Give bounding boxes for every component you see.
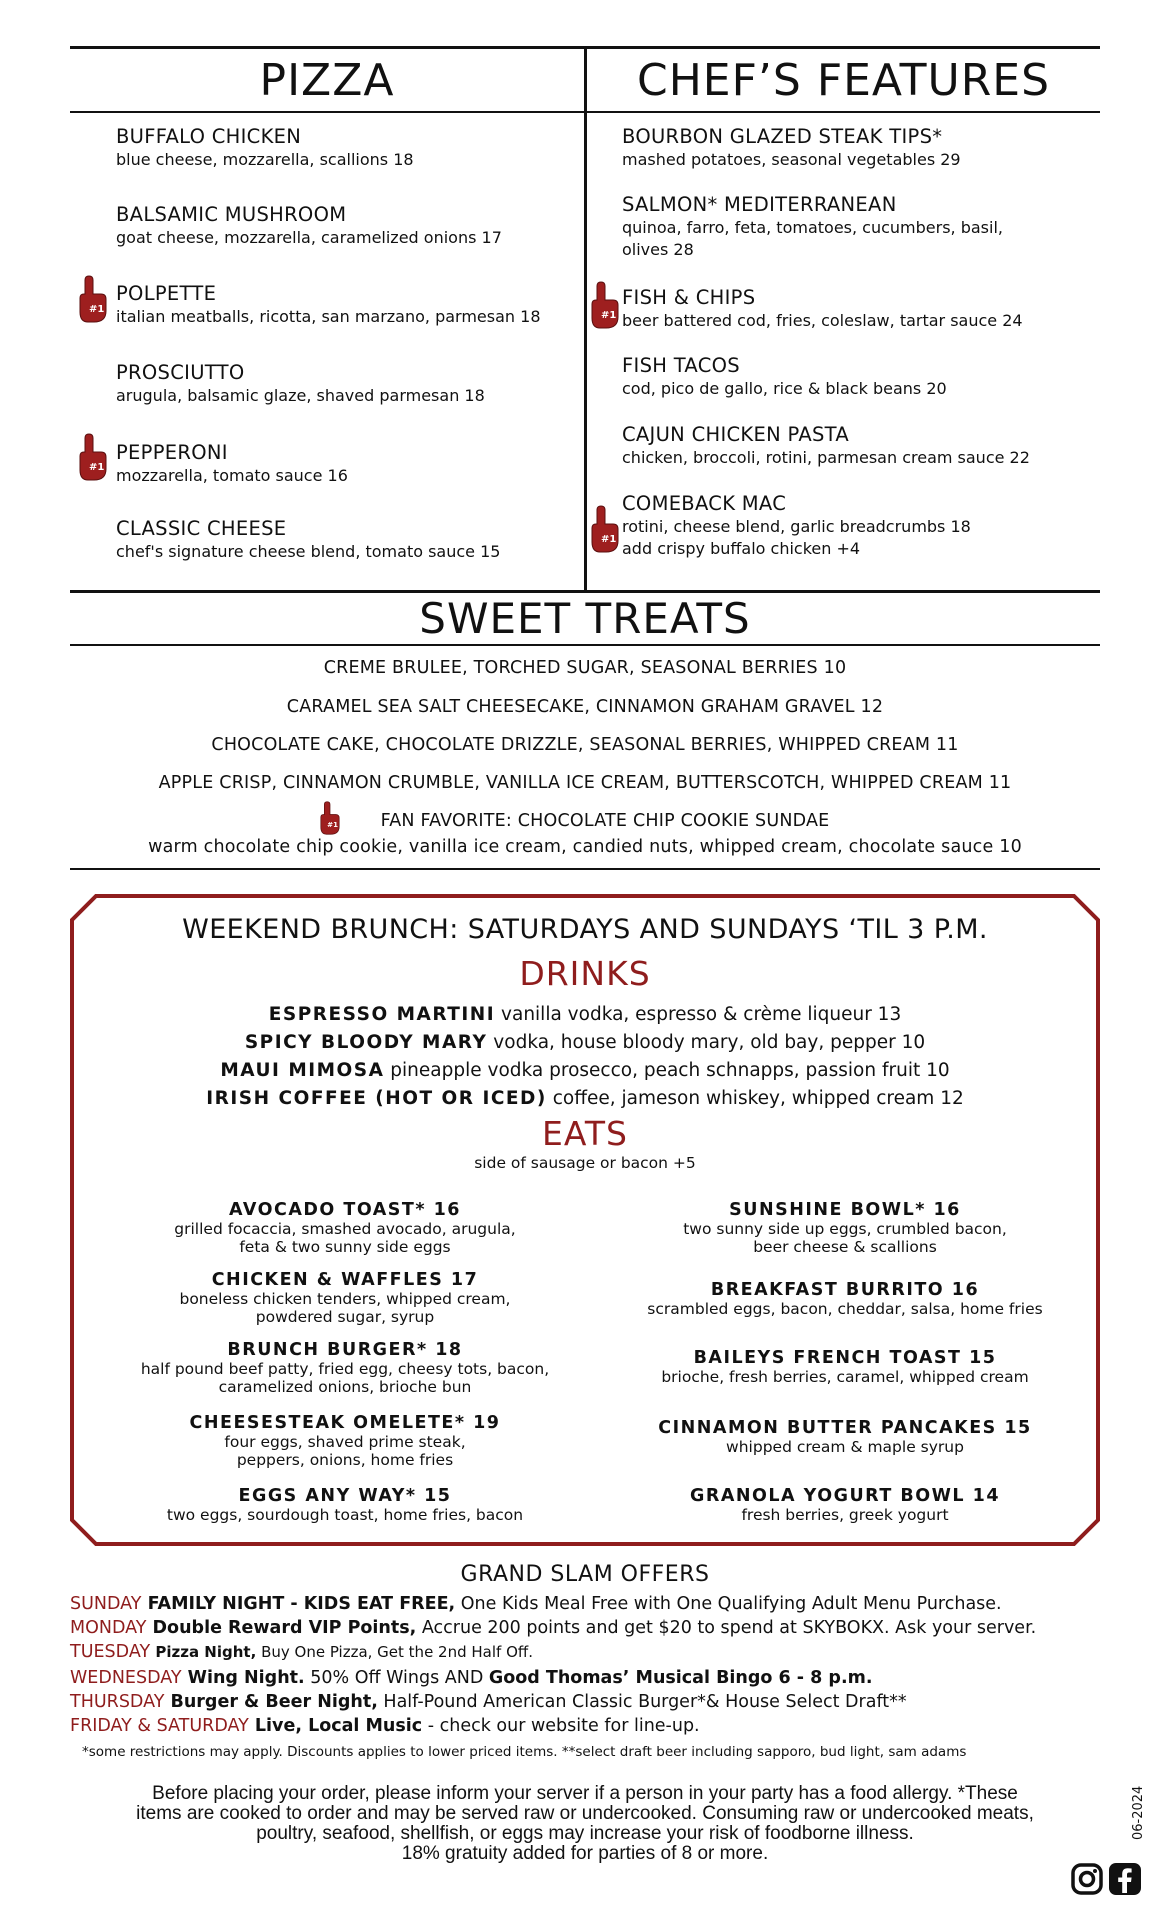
svg-text:#1: #1 [89,304,105,315]
menu-item [622,492,971,560]
drink-item [70,1088,1100,1109]
eats-name: CHICKEN & WAFFLES 17 [211,1270,479,1290]
eats-desc: whipped cream & maple syrup [726,1438,964,1456]
offer-highlight: FAMILY NIGHT - KIDS EAT FREE, [141,1594,456,1614]
gratuity-line: 18% gratuity added for parties of 8 or more. [401,1843,769,1864]
offer-detail: Buy One Pizza, Get the 2nd Half Off. [256,1643,533,1661]
sweet-treats-title: SWEET TREATS [419,594,751,643]
drink-name: SPICY BLOODY MARY [244,1032,488,1053]
divider [70,868,1100,870]
drink-desc: coffee, jameson whiskey, whipped cream 12 [546,1088,964,1109]
svg-text:#1: #1 [89,462,105,473]
eats-name: BREAKFAST BURRITO 16 [710,1280,980,1300]
offer-day: MONDAY [70,1618,147,1638]
weekend-brunch-box [70,894,1100,1546]
offer-detail: Half-Pound American Classic Burger*& House Select Draft** [377,1692,907,1712]
item-desc: mashed potatoes, seasonal vegetables 29 [622,150,961,169]
item-desc: beer battered cod, fries, coleslaw, tartar sauce 24 [622,311,1023,330]
eats-title: EATS [542,1114,628,1153]
eats-item [105,1270,585,1326]
eats-name: AVOCADO TOAST* 16 [229,1200,461,1220]
eats-desc-line2: peppers, onions, home fries [236,1451,454,1469]
foam-finger-icon [588,280,622,330]
foam-finger-icon [76,432,110,482]
item-desc-line2: olives 28 [622,240,694,259]
item-desc: arugula, balsamic glaze, shaved parmesan 18 [116,386,485,405]
eats-desc: four eggs, shaved prime steak, [224,1433,466,1451]
offer-highlight: Wing Night. [181,1668,305,1688]
item-name: BALSAMIC MUSHROOM [116,203,347,226]
item-desc: goat cheese, mozzarella, caramelized onions 17 [116,228,502,247]
item-name: SALMON* MEDITERRANEAN [622,193,897,216]
eats-name: CHEESESTEAK OMELETE* 19 [189,1413,501,1433]
offer-day: THURSDAY [70,1692,165,1712]
svg-text:#1: #1 [327,820,338,830]
brunch-title: WEEKEND BRUNCH: SATURDAYS AND SUNDAYS ‘TIL 3 P.M. [182,914,988,945]
item-name: BUFFALO CHICKEN [116,125,302,148]
offer-highlight: Pizza Night, [150,1643,257,1661]
item-desc: chicken, broccoli, rotini, parmesan cream sauce 22 [622,448,1030,467]
menu-item [622,193,1003,261]
eats-desc-line2: beer cheese & scallions [753,1238,937,1256]
eats-name: BAILEYS FRENCH TOAST 15 [693,1348,997,1368]
offer-line [70,1716,1130,1736]
drink-item [70,1004,1100,1025]
divider [70,644,1100,646]
allergy-notice [70,1784,1100,1864]
offer-highlight-2: Good Thomas’ Musical Bingo 6 - 8 p.m. [488,1668,873,1688]
drink-name: MAUI MIMOSA [220,1060,385,1081]
offers-title: GRAND SLAM OFFERS [460,1562,710,1587]
item-name: CLASSIC CHEESE [116,517,287,540]
dessert-item: CREME BRULEE, TORCHED SUGAR, SEASONAL BERRIES 10 [323,658,847,678]
drinks-title: DRINKS [519,954,651,993]
item-name: PROSCIUTTO [116,361,245,384]
item-name: COMEBACK MAC [622,492,787,515]
svg-text:#1: #1 [601,310,617,321]
offer-highlight: Live, Local Music [248,1716,423,1736]
eats-desc-line2: powdered sugar, syrup [255,1308,435,1326]
eats-name: GRANOLA YOGURT BOWL 14 [689,1486,1001,1506]
eats-desc: fresh berries, greek yogurt [741,1506,949,1524]
eats-item [605,1200,1085,1256]
offer-highlight: Double Reward VIP Points, [146,1618,417,1638]
foam-finger-icon [76,274,110,324]
column-divider [584,49,587,593]
eats-item [605,1280,1085,1318]
offer-line [70,1692,1130,1712]
eats-item [605,1418,1085,1456]
item-desc: italian meatballs, ricotta, san marzano, parmesan 18 [116,307,541,326]
item-desc: mozzarella, tomato sauce 16 [116,466,348,485]
menu-item [116,203,502,249]
menu-item [116,361,485,407]
eats-desc-line2: feta & two sunny side eggs [239,1238,451,1256]
menu-item [116,441,348,487]
item-desc: quinoa, farro, feta, tomatoes, cucumbers, basil, [622,218,1003,237]
drink-name: ESPRESSO MARTINI [268,1004,496,1025]
dessert-item: APPLE CRISP, CINNAMON CRUMBLE, VANILLA ICE CREAM, BUTTERSCOTCH, WHIPPED CREAM 11 [158,773,1012,793]
eats-desc-line2: caramelized onions, brioche bun [218,1378,472,1396]
drink-item [70,1032,1100,1053]
foam-finger-icon [588,504,622,554]
menu-item [622,125,961,171]
eats-desc: two eggs, sourdough toast, home fries, bacon [166,1506,524,1524]
offer-day: WEDNESDAY [70,1668,182,1688]
drink-desc: pineapple vodka prosecco, peach schnapps, passion fruit 10 [384,1060,950,1081]
menu-item [116,125,414,171]
facebook-icon[interactable] [1108,1862,1142,1896]
drink-desc: vanilla vodka, espresso & crème liqueur 13 [495,1004,902,1025]
item-name: FISH TACOS [622,354,740,377]
eats-desc: half pound beef patty, fried egg, cheesy tots, bacon, [140,1360,550,1378]
dessert-item: CARAMEL SEA SALT CHEESECAKE, CINNAMON GRAHAM GRAVEL 12 [286,697,884,717]
item-name: POLPETTE [116,282,217,305]
drink-desc: vodka, house bloody mary, old bay, pepper 10 [487,1032,926,1053]
offer-day: FRIDAY & SATURDAY [70,1716,249,1736]
eats-name: BRUNCH BURGER* 18 [227,1340,463,1360]
fine-print: *some restrictions may apply. Discounts applies to lower priced items. **select draft beer including sapporo, bud light, sam adams [82,1744,967,1760]
eats-name: CINNAMON BUTTER PANCAKES 15 [658,1418,1032,1438]
item-desc: rotini, cheese blend, garlic breadcrumbs 18 [622,517,971,536]
svg-text:#1: #1 [601,534,617,545]
eats-item [105,1340,585,1396]
offer-detail: One Kids Meal Free with One Qualifying Adult Menu Purchase. [455,1594,1002,1614]
item-desc: cod, pico de gallo, rice & black beans 20 [622,379,947,398]
item-name: CAJUN CHICKEN PASTA [622,423,849,446]
item-name: PEPPERONI [116,441,228,464]
eats-note: side of sausage or bacon +5 [474,1154,696,1172]
allergy-line: poultry, seafood, shellfish, or eggs may increase your risk of foodborne illness. [256,1823,914,1844]
date-code: 06-2024 [1131,1785,1146,1840]
offer-day: TUESDAY [70,1642,151,1662]
eats-desc: brioche, fresh berries, caramel, whipped cream [661,1368,1029,1386]
eats-desc: two sunny side up eggs, crumbled bacon, [683,1220,1007,1238]
offer-line [70,1642,1130,1662]
menu-item [622,354,947,400]
pizza-title: PIZZA [70,49,584,113]
pizza-section [70,49,584,561]
eats-desc: scrambled eggs, bacon, cheddar, salsa, home fries [647,1300,1043,1318]
offer-line [70,1594,1130,1614]
item-desc: chef's signature cheese blend, tomato sauce 15 [116,542,501,561]
eats-desc: grilled focaccia, smashed avocado, arugula, [174,1220,516,1238]
eats-item [605,1486,1085,1524]
offer-detail: 50% Off Wings AND [304,1668,489,1688]
chefs-features-title: CHEF’S FEATURES [587,49,1100,113]
eats-item [605,1348,1085,1386]
allergy-line: items are cooked to order and may be served raw or undercooked. Consuming raw or undercooked meats, [136,1803,1034,1824]
instagram-icon[interactable] [1070,1862,1104,1896]
item-name: FISH & CHIPS [622,286,756,309]
fan-favorite-dessert: FAN FAVORITE: CHOCOLATE CHIP COOKIE SUNDAE [380,811,830,831]
item-desc: blue cheese, mozzarella, scallions 18 [116,150,414,169]
eats-desc: boneless chicken tenders, whipped cream, [179,1290,511,1308]
eats-name: EGGS ANY WAY* 15 [238,1486,452,1506]
allergy-line: Before placing your order, please inform your server if a person in your party has a food allergy. *These [152,1783,1018,1804]
dessert-item: CHOCOLATE CAKE, CHOCOLATE DRIZZLE, SEASONAL BERRIES, WHIPPED CREAM 11 [211,735,959,755]
offer-detail: Accrue 200 points and get $20 to spend at SKYBOKX. Ask your server. [416,1618,1037,1638]
eats-item [105,1200,585,1256]
offer-highlight: Burger & Beer Night, [164,1692,378,1712]
eats-item [105,1413,585,1469]
drink-item [70,1060,1100,1081]
offer-detail: - check our website for line-up. [422,1716,700,1736]
menu-item [116,282,541,328]
item-name: BOURBON GLAZED STEAK TIPS* [622,125,943,148]
eats-item [105,1486,585,1524]
fan-favorite-dessert-desc: warm chocolate chip cookie, vanilla ice cream, candied nuts, whipped cream, chocolate sauce 10 [148,837,1022,857]
offer-day: SUNDAY [70,1594,142,1614]
top-menu-columns [70,46,1100,590]
drink-name: IRISH COFFEE (HOT OR ICED) [206,1088,547,1109]
menu-item [116,517,500,563]
chefs-features-section [587,49,1100,558]
menu-item [622,286,1023,332]
eats-name: SUNSHINE BOWL* 16 [729,1200,961,1220]
menu-item [622,423,1030,469]
divider [70,590,1100,593]
offer-line [70,1618,1130,1638]
item-desc-line2: add crispy buffalo chicken +4 [622,539,861,558]
offer-line [70,1668,1130,1688]
